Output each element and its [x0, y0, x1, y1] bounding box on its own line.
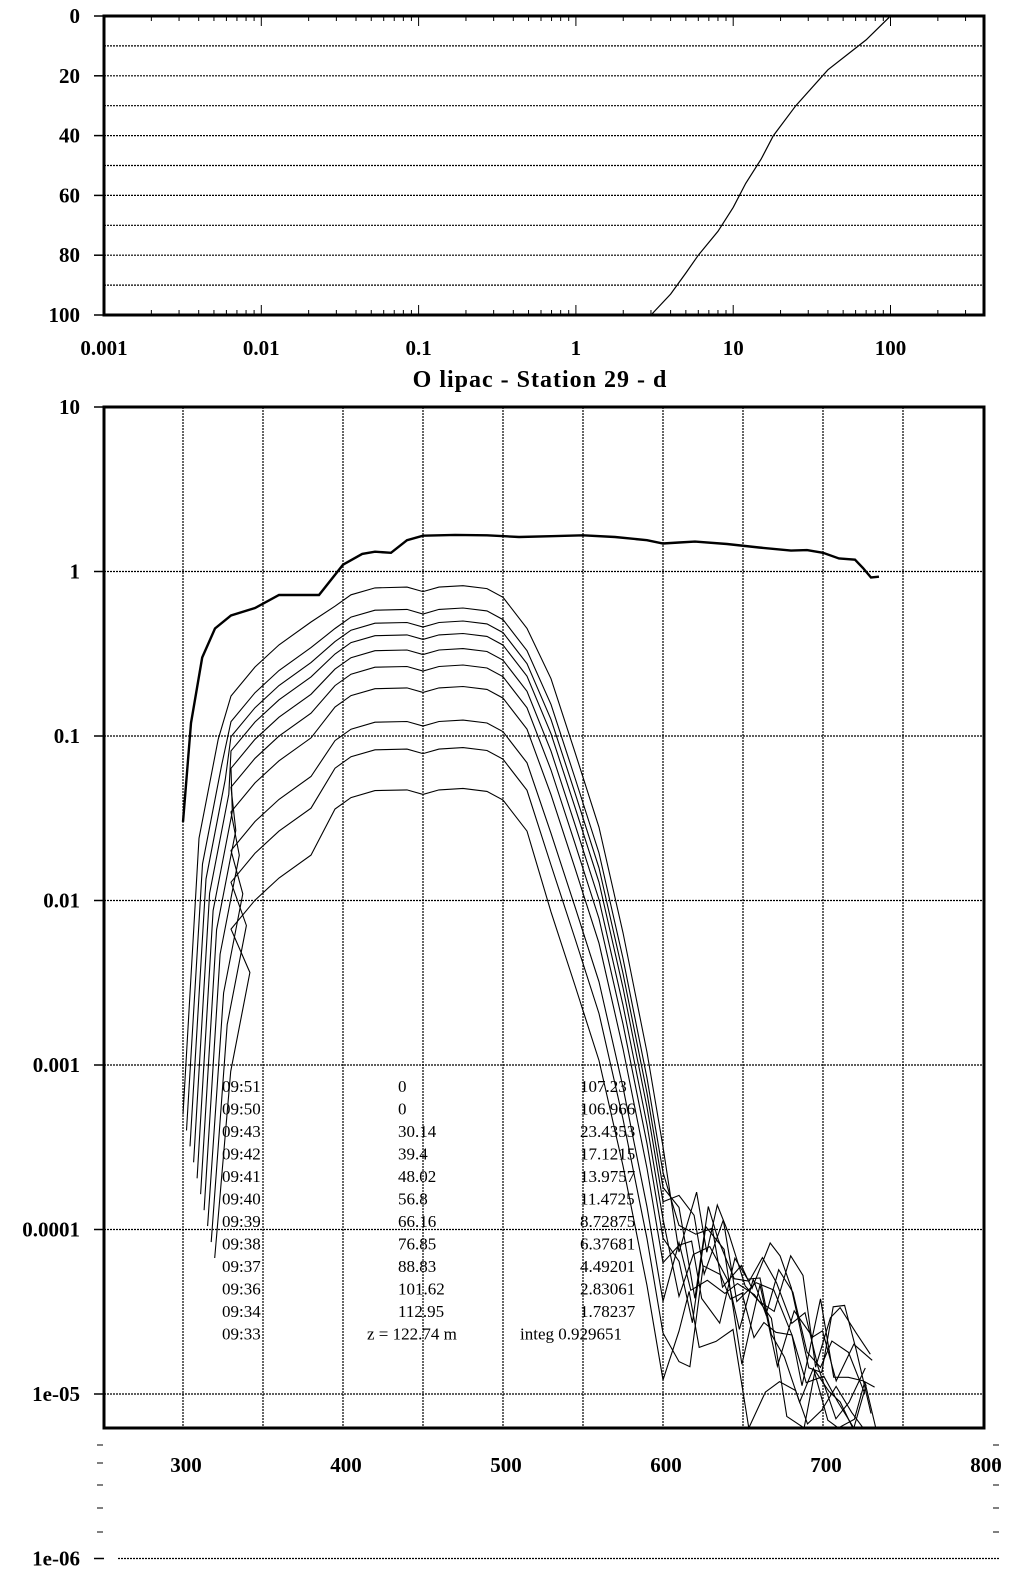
bottom-y-tick-label: 1e-05 [32, 1382, 80, 1406]
bottom-x-tick-label: 600 [650, 1453, 682, 1477]
top-y-tick-label: 100 [48, 303, 80, 327]
table-depth: 56.8 [398, 1189, 428, 1209]
table-time: 09:38 [222, 1234, 261, 1254]
station-data-table [222, 1077, 636, 1344]
top-y-tick-label: 80 [59, 243, 80, 268]
chart-title: O lipac - Station 29 - d [412, 367, 668, 393]
table-depth: 0 [398, 1099, 407, 1119]
bottom-y-tick-label: 0.1 [53, 724, 80, 748]
table-integ: 17.1215 [580, 1144, 636, 1164]
bottom-x-tick-label: 500 [490, 1453, 522, 1477]
table-integ: 2.83061 [580, 1279, 636, 1299]
table-integ: 106.966 [580, 1099, 636, 1119]
table-depth: 112.95 [398, 1302, 445, 1321]
table-integ: integ 0.929651 [520, 1324, 622, 1344]
bottom-panel-x-tick-labels [170, 1453, 1002, 1477]
table-depth: 88.83 [398, 1257, 437, 1276]
top-y-tick-label: 20 [59, 63, 80, 88]
top-panel-x-tick-labels [80, 336, 906, 360]
table-depth: 0 [398, 1077, 407, 1096]
table-time: 09:41 [222, 1167, 261, 1186]
table-integ: 23.4353 [580, 1122, 636, 1141]
spectrum-line-surface [183, 535, 879, 822]
bottom-y-tick-label: 0.001 [32, 1053, 80, 1077]
spectrum-line-5 [194, 634, 875, 1388]
top-x-tick-label: 10 [722, 336, 744, 360]
top-x-tick-label: 0.001 [80, 336, 128, 360]
table-time: 09:42 [222, 1144, 261, 1164]
table-time: 09:34 [222, 1302, 261, 1321]
bottom-panel-y-tick-labels [22, 395, 104, 1571]
table-integ: 8.72875 [580, 1212, 636, 1231]
top-panel-y-tick-labels [49, 4, 105, 327]
top-x-tick-label: 0.1 [405, 336, 432, 360]
top-y-tick-label: 0 [69, 4, 80, 28]
spectrum-line-8 [204, 687, 876, 1429]
table-depth: 101.62 [398, 1279, 445, 1299]
bottom-y-tick-label: 0.0001 [22, 1217, 80, 1242]
bottom-panel-series [183, 535, 879, 1428]
table-time: 09:50 [222, 1099, 261, 1119]
table-time: 09:51 [222, 1077, 261, 1096]
bottom-x-tick-label: 800 [970, 1453, 1002, 1477]
table-integ: 13.9757 [580, 1167, 636, 1186]
top-panel-gridlines [104, 16, 984, 315]
table-time: 09:37 [222, 1257, 261, 1276]
table-depth: 66.16 [398, 1212, 437, 1231]
table-time: 09:36 [222, 1279, 261, 1299]
table-integ: 107.23 [580, 1077, 627, 1096]
top-y-tick-label: 60 [59, 183, 80, 208]
table-time: 09:43 [222, 1122, 261, 1141]
table-integ: 4.49201 [580, 1257, 636, 1276]
top-x-tick-label: 1 [570, 336, 582, 360]
table-depth: 30.14 [398, 1122, 437, 1141]
bottom-y-tick-label: 0.01 [43, 888, 80, 913]
table-integ: 6.37681 [580, 1234, 636, 1254]
bottom-x-tick-label: 300 [170, 1453, 202, 1477]
table-integ: 1.78237 [580, 1302, 636, 1321]
bottom-x-tick-label: 400 [330, 1453, 362, 1477]
table-depth: 48.02 [398, 1167, 437, 1186]
top-y-tick-label: 40 [59, 123, 80, 148]
spectrum-line-9 [208, 720, 876, 1428]
table-time: 09:33 [222, 1324, 261, 1344]
table-depth: 39.4 [398, 1144, 428, 1164]
bottom-y-tick-label: 1 [69, 559, 80, 584]
bottom-y-tick-label: 1e-06 [32, 1546, 80, 1571]
top-x-tick-label: 0.01 [242, 336, 280, 360]
table-depth: 76.85 [398, 1234, 437, 1254]
bottom-y-tick-label: 10 [59, 395, 80, 419]
top-x-tick-label: 100 [874, 336, 907, 360]
table-integ: 11.4725 [580, 1189, 635, 1209]
table-depth: z = 122.74 m [367, 1324, 457, 1344]
table-time: 09:39 [222, 1212, 261, 1231]
spectrum-line-6 [197, 649, 865, 1394]
bottom-x-tick-label: 700 [810, 1453, 842, 1477]
table-time: 09:40 [222, 1189, 261, 1209]
